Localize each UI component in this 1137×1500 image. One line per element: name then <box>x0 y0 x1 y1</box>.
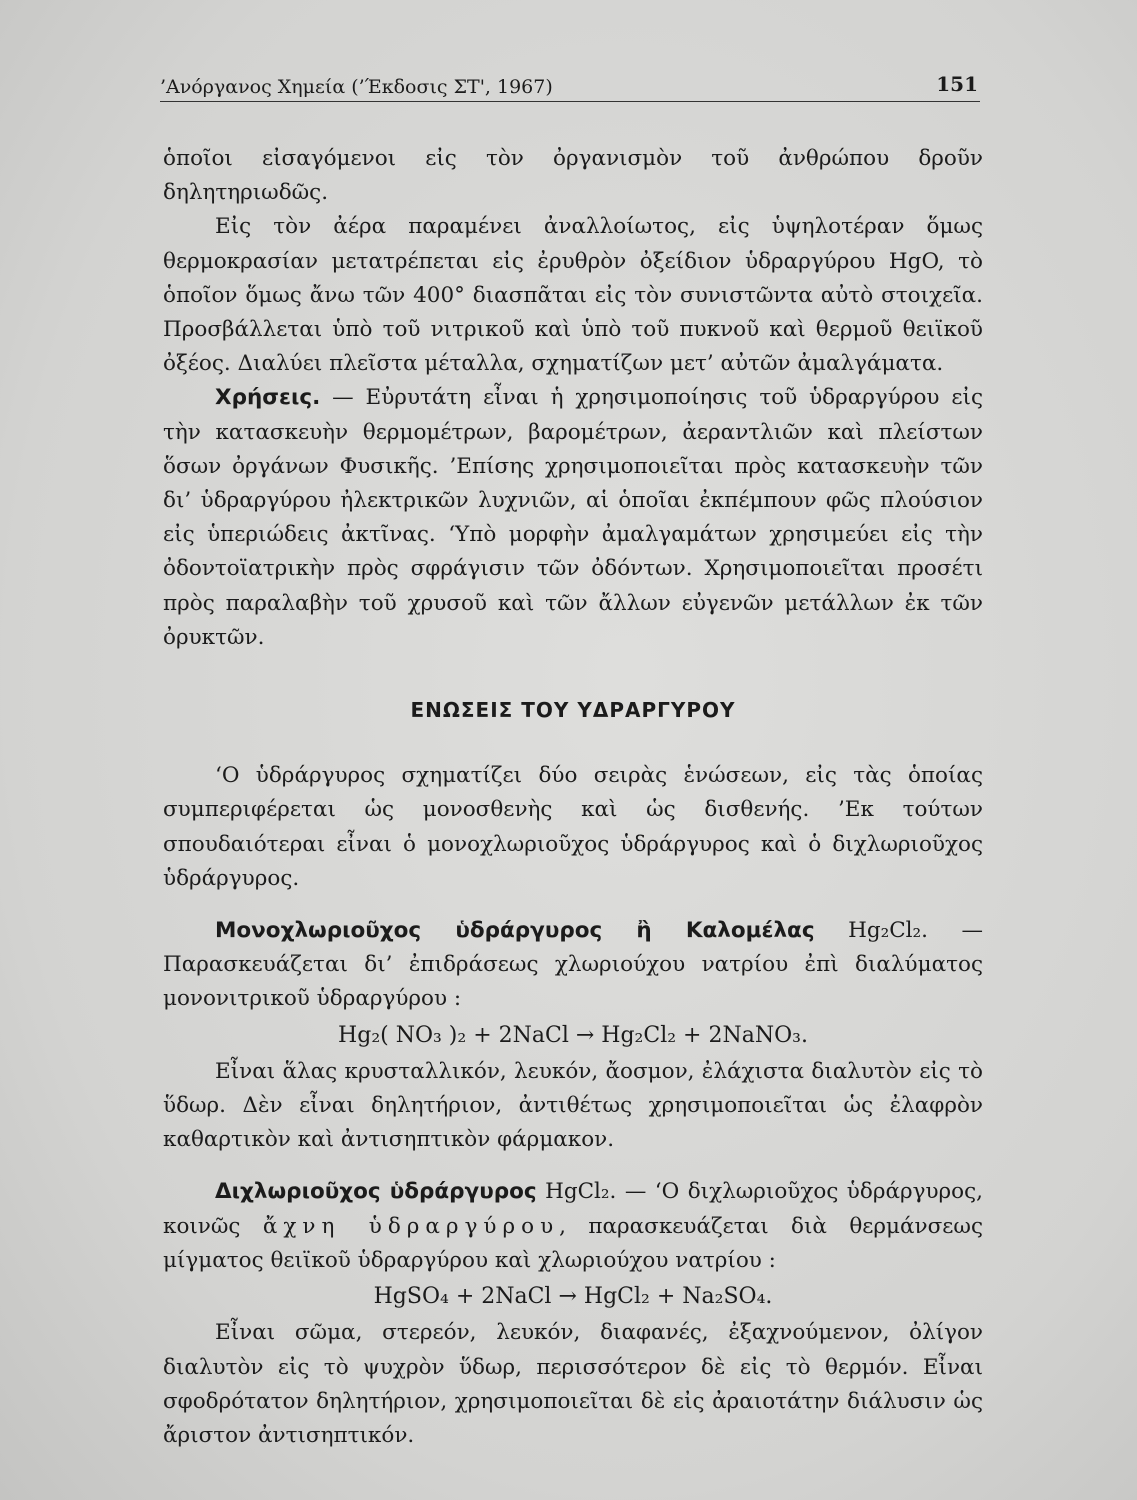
calomel-text: — Παρασκευάζεται δι’ ἐπιδράσεως χλωριούχου νατρίου ἐπὶ διαλύματος μονονιτρικοῦ ὑδραργύρου : <box>163 918 983 1012</box>
uses-label: Χρήσεις. <box>215 385 321 411</box>
spacer <box>163 1157 983 1175</box>
paragraph-calomel-properties: Εἶναι ἅλας κρυσταλλικόν, λευκόν, ἄοσμον, ἐλάχιστα διαλυτὸν εἰς τὸ ὕδωρ. Δὲν εἶναι δηλητήριον, ἀντιθέτως χρησιμοποιεῖται ὡς ἐλαφρὸν καθαρτικὸν καὶ ἀντισηπτικὸν φάρμακον. <box>163 1058 983 1153</box>
equation-calomel: Hg₂( NO₃ )₂ + 2NaCl → Hg₂Cl₂ + 2NaNO₃. <box>338 1022 808 1048</box>
header-title: ’Ανόργανος Χημεία (’Έκδοσις ΣΤ', 1967) <box>160 76 553 98</box>
paragraph-uses <box>163 381 983 655</box>
dichloride-spaced-term: ἄχνη ὑδραργύρου <box>262 1213 560 1239</box>
calomel-label: Μονοχλωριοῦχος ὑδράργυρος ἢ Καλομέλας <box>215 918 815 944</box>
paragraph-properties: Εἰς τὸν ἀέρα παραμένει ἀναλλοίωτος, εἰς ὑψηλοτέραν ὅμως θερμοκρασίαν μετατρέπεται εἰς ἐρυθρὸν ὀξείδιον ὑδραργύρου HgO, τὸ ὁποῖον ὅμως ἄνω τῶν 400° διασπᾶται εἰς τὸν συνιστῶντα αὐτὸ στοιχεῖα. Προσβάλλεται ὑπὸ τοῦ νιτρικοῦ καὶ ὑπὸ τοῦ πυκνοῦ καὶ θερμοῦ θειϊκοῦ ὀξέος. Διαλύει πλεῖστα μέταλλα, σχηματίζων μετ’ αὐτῶν ἀμαλγάματα. <box>163 214 983 377</box>
dichloride-formula: HgCl₂. <box>536 1179 617 1205</box>
paragraph-compounds-intro: ‘Ο ὑδράργυρος σχηματίζει δύο σειρὰς ἑνώσεων, εἰς τὰς ὁποίας συμπεριφέρεται ὡς μονοσθενὴς καὶ ὡς δισθενής. ’Εκ τούτων σπουδαιότεραι εἶναι ὁ μονοχλωριοῦχος ὑδράργυρος καὶ ὁ διχλωριοῦχος ὑδράργυρος. <box>163 763 983 891</box>
dichloride-text-b: , παρασκευάζεται διὰ θερμάνσεως μίγματος θειϊκοῦ ὑδραργύρου καὶ χλωριούχου νατρίου : <box>163 1213 984 1273</box>
paragraph-dichloride-properties: Εἶναι σῶμα, στερεόν, λευκόν, διαφανές, ἐξαχνούμενον, ὀλίγον διαλυτὸν εἰς τὸ ψυχρὸν ὕδωρ, περισσότερον δὲ εἰς τὸ θερμόν. Εἶναι σφοδρότατον δηλητήριον, χρησιμοποιεῖται δὲ εἰς ἀραιοτάτην διάλυσιν ὡς ἄριστον ἀντισηπτικόν. <box>163 1320 983 1448</box>
page-number: 151 <box>936 72 978 96</box>
dichloride-label: Διχλωριοῦχος ὑδράργυρος <box>215 1179 537 1205</box>
uses-text: — Εὐρυτάτη εἶναι ἡ χρησιμοποίησις τοῦ ὑδραργύρου εἰς τὴν κατασκευὴν θερμομέτρων, βαρομέτρων, ἀεραντλιῶν καὶ πλείστων ὅσων ὀργάνων Φυσικῆς. ’Επίσης χρησιμοποιεῖται πρὸς κατασκευὴν τῶν δι’ ὑδραργύρου ἠλεκτρικῶν λυχνιῶν, αἱ ὁποῖαι ἐκπέμπουν φῶς πλούσιον εἰς ὑπεριώδεις ἀκτῖνας. ‘Υπὸ μορφὴν ἀμαλγαμάτων χρησιμεύει εἰς τὴν ὀδοντοϊατρικὴν πρὸς σφράγισιν τῶν ὀδόντων. Χρησιμοποιεῖται προσέτι πρὸς παραλαβὴν τοῦ χρυσοῦ καὶ τῶν ἄλλων εὐγενῶν μετάλλων ἐκ τῶν ὀρυκτῶν. <box>163 385 983 650</box>
header-rule <box>160 101 980 102</box>
running-header <box>160 72 980 102</box>
paragraph-continuation: ὁποῖοι εἰσαγόμενοι εἰς τὸν ὀργανισμὸν τοῦ ἀνθρώπου δροῦν δηλητηριωδῶς. <box>163 146 983 206</box>
spacer <box>163 896 983 914</box>
calomel-formula: Hg₂Cl₂. <box>814 918 928 944</box>
dichloride-text-a: — ‘Ο διχλωριοῦχος ὑδράργυρος, κοινῶς <box>163 1179 983 1239</box>
page-body <box>163 142 983 1453</box>
paragraph-dichloride <box>163 1175 983 1278</box>
equation-dichloride: HgSO₄ + 2NaCl → HgCl₂ + Na₂SO₄. <box>373 1284 773 1310</box>
section-heading: ΕΝΩΣΕΙΣ ΤΟΥ ΥΔΡΑΡΓΥΡΟΥ <box>410 698 736 723</box>
paragraph-calomel <box>163 914 983 1017</box>
